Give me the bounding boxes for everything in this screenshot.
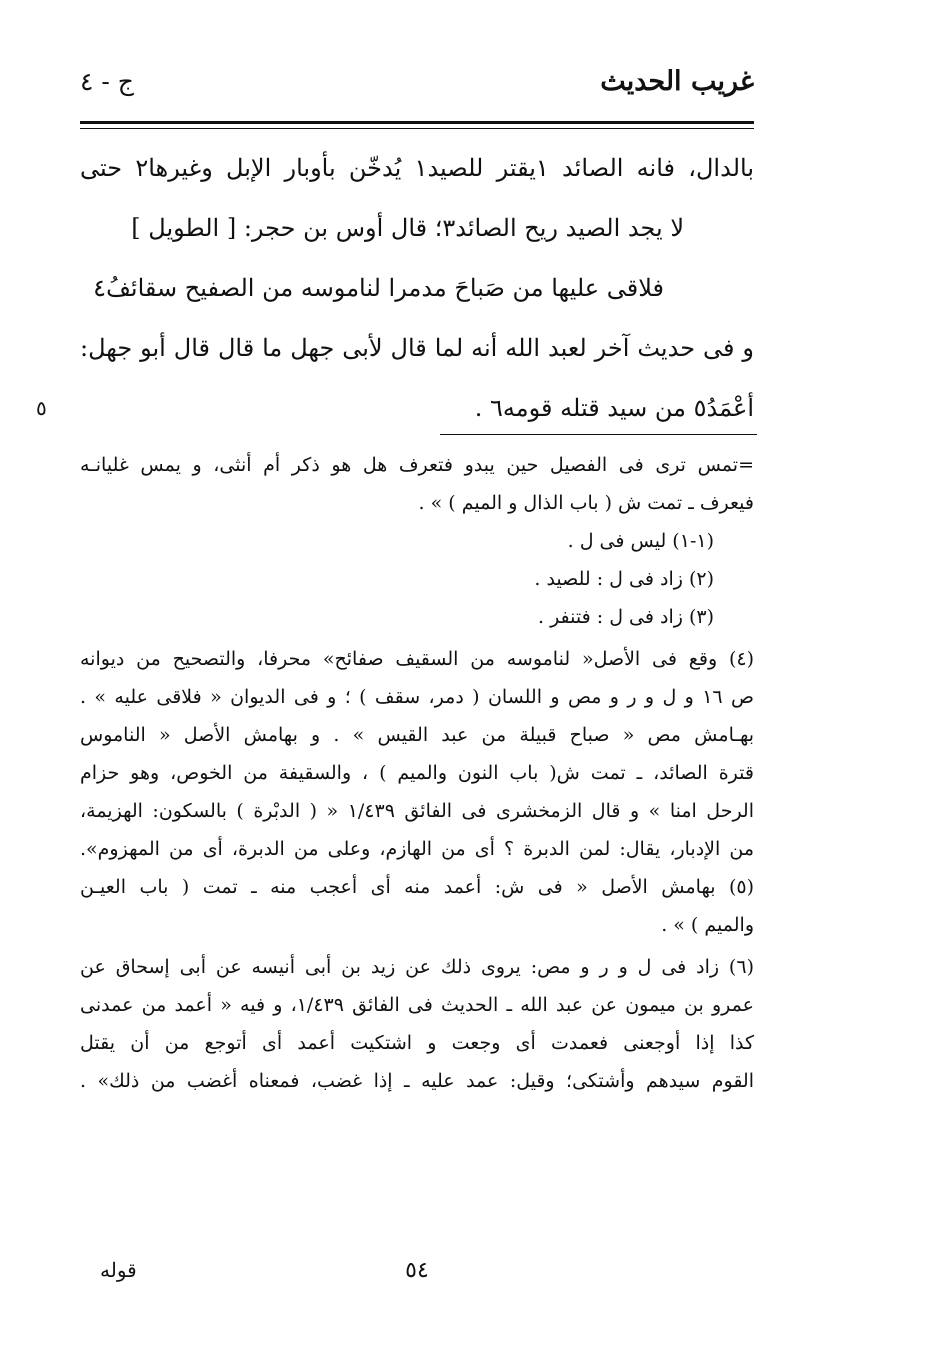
- footnote-line: (٣) زاد فى ل : فتنفر .: [537, 606, 714, 628]
- footnote-line: ص ١٦ و ل و ر و مص و اللسان ( دمر، سقف ) ؛ و فى الديوان « فلاقى عليه » .: [80, 686, 754, 708]
- footnote-line: عمرو بن ميمون عن عبد الله ـ الحديث فى الفائق ١/٤٣٩، و فيه « أعمد من عمدنى: [80, 994, 754, 1016]
- footnote-line: كذا إذا أوجعنى فعمدت أى وجعت و اشتكيت أعمد أى أتوجع من أن يقتل: [80, 1032, 754, 1054]
- main-line: [36, 378, 754, 438]
- main-line: و فى حديث آخر لعبد الله أنه لما قال لأبى جهل ما قال قال أبو جهل:: [80, 334, 754, 362]
- catchword: قوله: [100, 1258, 137, 1282]
- footnote-separator: [440, 434, 757, 435]
- footnote-line: الرحل امنا » و قال الزمخشرى فى الفائق ١/٤٣٩ « ( الدبْرة ) بالسكون: الهزيمة،: [80, 800, 754, 822]
- footnote-line: (٥) بهامش الأصل « فى ش: أعمد منه أى أعجب منه ـ تمت ( باب العيـن: [80, 876, 754, 898]
- main-line: لا يجد الصيد ريح الصائد٣؛ قال أوس بن حجر: [ الطويل ]: [131, 214, 684, 242]
- page-footer: [80, 1258, 754, 1294]
- footnote-line: والميم ) » .: [661, 914, 754, 936]
- poem-verse: فلاقى عليها من صَباحَ مدمرا لناموسه من الصفيح سقائفُ٤: [93, 274, 664, 302]
- running-header: [80, 56, 754, 106]
- page-number: ٥٤: [405, 1258, 429, 1283]
- volume-number: ج - ٤: [80, 66, 134, 96]
- header-rule-thick: [80, 121, 754, 124]
- footnote-line: (٢) زاد فى ل : للصيد .: [534, 568, 714, 590]
- line-number: ٥: [36, 396, 47, 420]
- footnote-line: قترة الصائد، ـ تمت ش( باب النون والميم ) ، والسقيفة من الخوص، وهو حزام: [80, 762, 754, 784]
- main-line-text: أعْمَدُ٥ من سيد قتله قومه٦ .: [474, 394, 754, 422]
- footnote-line: (٤) وقع فى الأصل« لناموسه من السقيف صفائح» محرفا، والتصحيح من ديوانه: [80, 648, 754, 670]
- book-title: غريب الحديث: [600, 65, 754, 97]
- footnote-line: (١-١) ليس فى ل .: [567, 530, 714, 552]
- footnote-line: من الإدبار، يقال: لمن الدبرة ؟ أى من الهازم، وعلى من الدبرة، أى من المهزوم».: [80, 838, 754, 860]
- footnote-line: بهـامش مص « صباح قبيلة من عبد القيس » . و بهامش الأصل « الناموس: [80, 724, 754, 746]
- footnote-line: فيعرف ـ تمت ش ( باب الذال و الميم ) » .: [418, 492, 754, 514]
- main-line: بالدال، فانه الصائد ١يقتر للصيد١ يُدخّن بأوبار الإبل وغيرها٢ حتى: [80, 154, 754, 182]
- footnotes: [80, 446, 754, 1100]
- footnote-line: =تمس ترى فى الفصيل حين يبدو فتعرف هل هو ذكر أم أنثى، و يمس غليانـه: [80, 454, 754, 476]
- footnote-line: (٦) زاد فى ل و ر و مص: يروى ذلك عن زيد بن أبى أنيسه عن أبى إسحاق عن: [80, 956, 754, 978]
- footnote-line: القوم سيدهم وأشتكى؛ وقيل: عمد عليه ـ إذا غضب، فمعناه أغضب من ذلك» .: [80, 1070, 754, 1092]
- header-rule-thin: [80, 128, 754, 129]
- main-text: [36, 138, 754, 438]
